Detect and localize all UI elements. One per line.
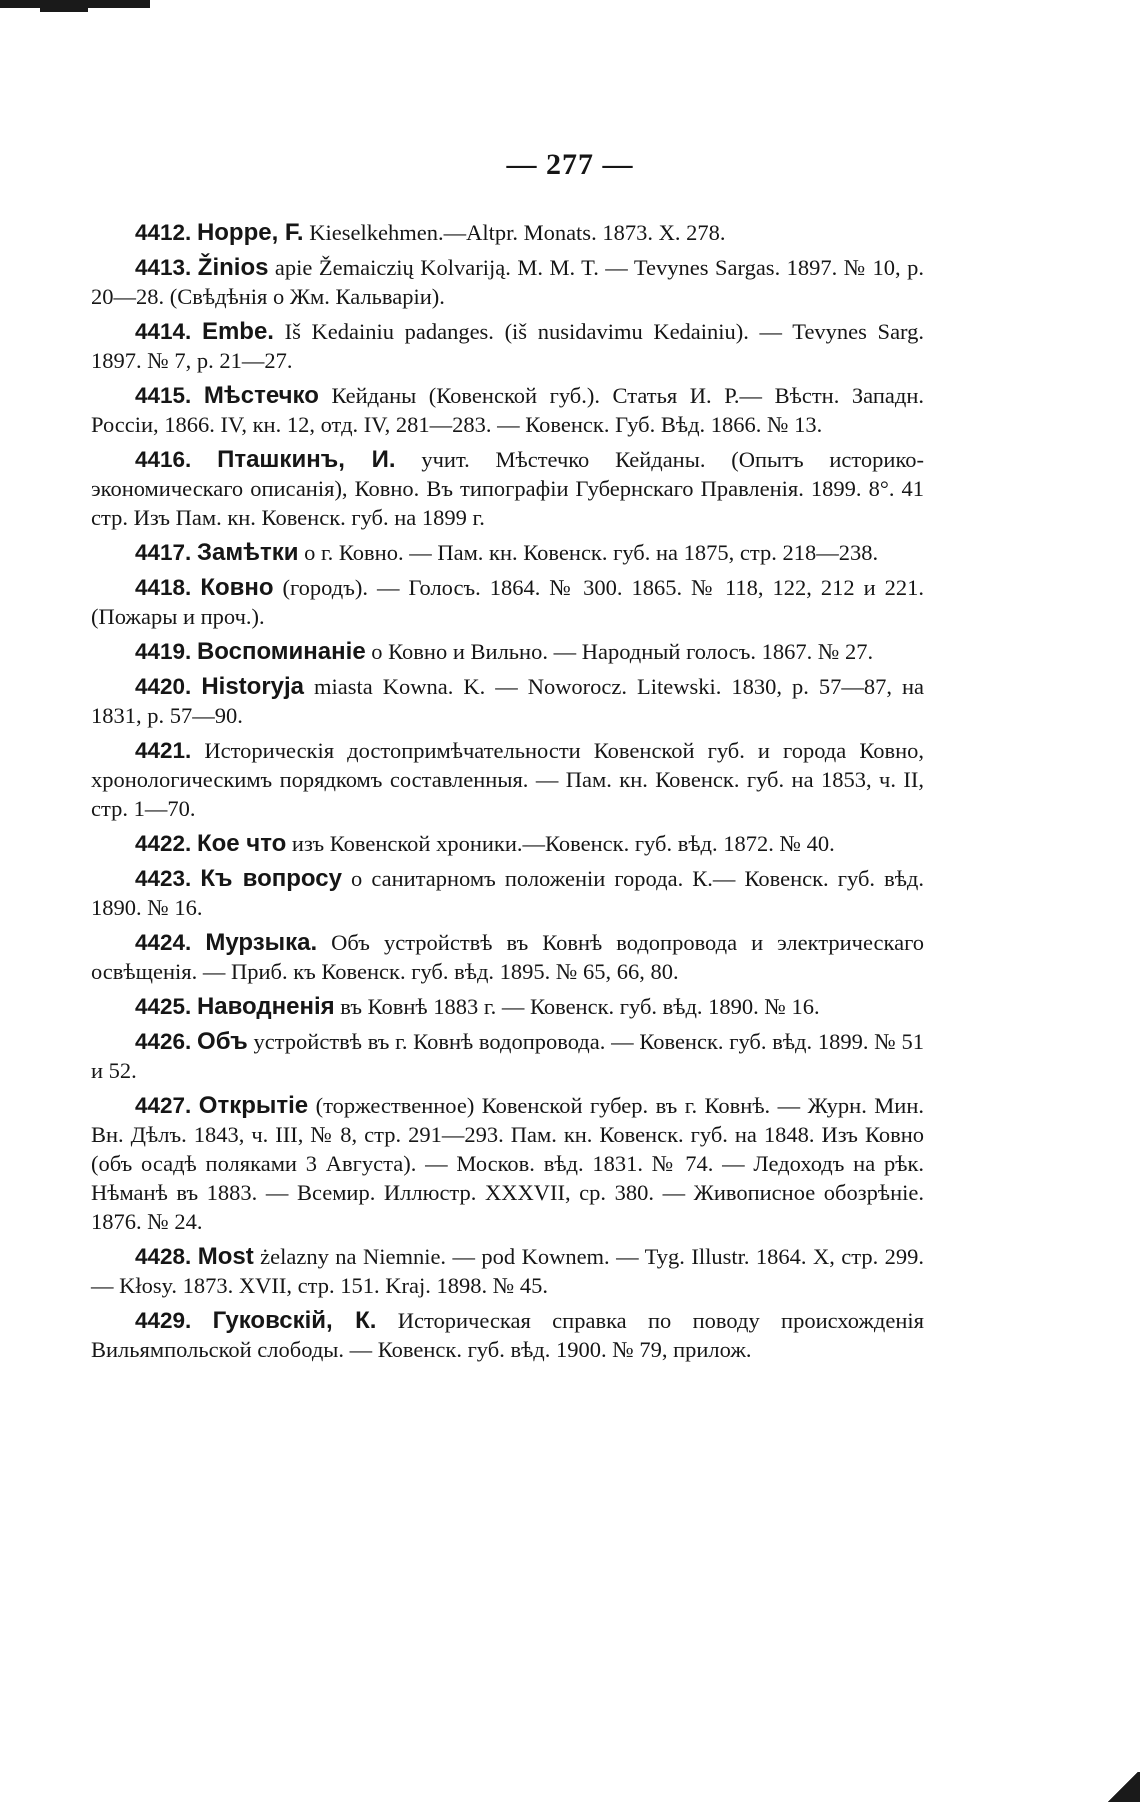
bibliography-entry (91, 317, 924, 375)
entry-heading: Къ вопросу (200, 865, 342, 892)
scan-artifact-top-tail (40, 8, 88, 12)
page-corner-fold (1106, 1772, 1140, 1802)
entry-text: о Ковно и Вильно. — Народный голосъ. 1867. № 27. (365, 639, 874, 664)
bibliography-entry (91, 538, 924, 567)
entry-number: 4421. (135, 738, 192, 763)
scan-artifact-top (0, 0, 150, 8)
bibliography-entry (91, 573, 924, 631)
bibliography-entry (91, 992, 924, 1021)
bibliography-entry (91, 736, 924, 823)
bibliography-entry (91, 928, 924, 986)
entry-number: 4428. (135, 1244, 192, 1269)
entry-text: изъ Ковенской хроники.—Ковенск. губ. вѣд. 1872. № 40. (286, 831, 835, 856)
entry-number: 4426. (135, 1029, 192, 1054)
entry-text: miasta Kowna. K. — Noworocz. Litewski. 1830, p. 57—87, на 1831, p. 57—90. (91, 674, 925, 728)
entry-heading: Embe. (201, 318, 274, 345)
entry-text: Историческая справка по поводу происхожденія Вильямпольской слободы. — Ковенск. губ. вѣд. 1900. № 79, прилож. (91, 1308, 925, 1362)
entry-heading: Гуковскій, К. (212, 1307, 377, 1334)
entry-text: Kieselkehmen.—Altpr. Monats. 1873. X. 278. (303, 220, 726, 245)
entry-text: Iš Kedainiu padanges. (iš nusidavimu Kedainiu). — Tevynes Sarg. 1897. № 7, p. 21—27. (91, 319, 925, 373)
entry-number: 4425. (135, 994, 192, 1019)
bibliography-entry (91, 445, 924, 532)
entry-text: apie Žemaiczių Kolvariją. M. M. T. — Tevynes Sargas. 1897. № 10, p. 20—28. (Свѣдѣнія о Жм. Кальваріи). (91, 255, 924, 309)
entry-number: 4422. (135, 831, 192, 856)
bibliography-entry (91, 829, 924, 858)
entry-number: 4427. (135, 1093, 192, 1118)
entry-heading: Žinios (197, 254, 269, 281)
entry-number: 4417. (135, 540, 192, 565)
bibliography-entry (91, 218, 924, 247)
entry-heading: Most (197, 1243, 254, 1270)
entry-heading: Открытіе (198, 1092, 309, 1119)
entry-heading: Hoppe, F. (196, 219, 304, 246)
entry-text: устройствѣ въ г. Ковнѣ водопровода. — Ковенск. губ. вѣд. 1899. № 51 и 52. (91, 1029, 925, 1083)
entry-number: 4414. (135, 319, 192, 344)
bibliography-entry (91, 253, 924, 311)
entry-number: 4418. (135, 575, 192, 600)
entry-number: 4413. (135, 255, 192, 280)
entry-heading: Объ (197, 1028, 248, 1055)
bibliography-entry (91, 1242, 924, 1300)
entry-text: (торжественное) Ковенской губер. въ г. Ковнѣ. — Журн. Мин. Вн. Дѣлъ. 1843, ч. III, № 8, стр. 291—293. Пам. кн. Ковенск. губ. на 1848. Изъ Ковно (объ осадѣ поляками 3 Августа). — Москов. вѣд. 1831. № 74. — Ледоходъ на рѣк. Нѣманѣ въ 1883. — Всемир. Иллюстр. XXXVII, ср. 380. — Живописное обозрѣніе. 1876. № 24. (91, 1093, 924, 1234)
entry-number: 4424. (135, 930, 192, 955)
page-number: — 277 — (506, 148, 634, 181)
entry-heading: Пташкинъ, И. (217, 446, 396, 473)
entry-text: Кейданы (Ковенской губ.). Статья И. Р.— Вѣстн. Западн. Россіи, 1866. IV, кн. 12, отд. IV, 281—283. — Ковенск. Губ. Вѣд. 1866. № 13. (91, 383, 924, 437)
entry-number: 4419. (135, 639, 192, 664)
entry-heading: Ковно (200, 574, 274, 601)
entry-text: żelazny na Niemnie. — pod Kownem. — Tyg. Illustr. 1864. X, стр. 299. — Kłosy. 1873. XVII, стр. 151. Kraj. 1898. № 45. (91, 1244, 925, 1298)
bibliography-entry (91, 1091, 924, 1236)
entry-heading: Мурзыка. (205, 929, 318, 956)
entry-number: 4415. (135, 383, 192, 408)
bibliography-entry (91, 864, 924, 922)
entry-text: о г. Ковно. — Пам. кн. Ковенск. губ. на 1875, стр. 218—238. (298, 540, 879, 565)
entry-number: 4423. (135, 866, 192, 891)
bibliography-list (91, 218, 924, 1370)
entry-heading: Мѣстечко (203, 382, 319, 409)
entry-heading: Замѣтки (196, 539, 299, 566)
entry-heading: Наводненія (196, 993, 335, 1020)
entry-text: Объ устройствѣ въ Ковнѣ водопровода и электрическаго освѣщенія. — Приб. къ Ковенск. губ. вѣд. 1895. № 65, 66, 80. (91, 930, 924, 984)
entry-number: 4412. (135, 220, 192, 245)
entry-number: 4416. (135, 447, 192, 472)
entry-number: 4420. (135, 674, 192, 699)
entry-heading: Воспоминаніе (196, 638, 366, 665)
entry-text: о санитарномъ положеніи города. К.— Ковенск. губ. вѣд. 1890. № 16. (91, 866, 924, 920)
entry-number: 4429. (135, 1308, 192, 1333)
entry-heading: Кое что (196, 830, 287, 857)
entry-text: (городъ). — Голосъ. 1864. № 300. 1865. № 118, 122, 212 и 221. (Пожары и проч.). (91, 575, 925, 629)
entry-text: учит. Мѣстечко Кейданы. (Опытъ историко-экономическаго описанія), Ковно. Въ типографіи Губернскаго Правленія. 1899. 8°. 41 стр. Изъ Пам. кн. Ковенск. губ. на 1899 г. (91, 447, 924, 530)
bibliography-entry (91, 1027, 924, 1085)
bibliography-entry (91, 637, 924, 666)
bibliography-entry (91, 1306, 924, 1364)
bibliography-entry (91, 672, 924, 730)
bibliography-entry (91, 381, 924, 439)
entry-text: Историческія достопримѣчательности Ковенской губ. и города Ковно, хронологическимъ порядкомъ составленныя. — Пам. кн. Ковенск. губ. на 1853, ч. II, стр. 1—70. (91, 738, 924, 821)
entry-heading: Historyja (201, 673, 305, 700)
entry-text: въ Ковнѣ 1883 г. — Ковенск. губ. вѣд. 1890. № 16. (334, 994, 820, 1019)
